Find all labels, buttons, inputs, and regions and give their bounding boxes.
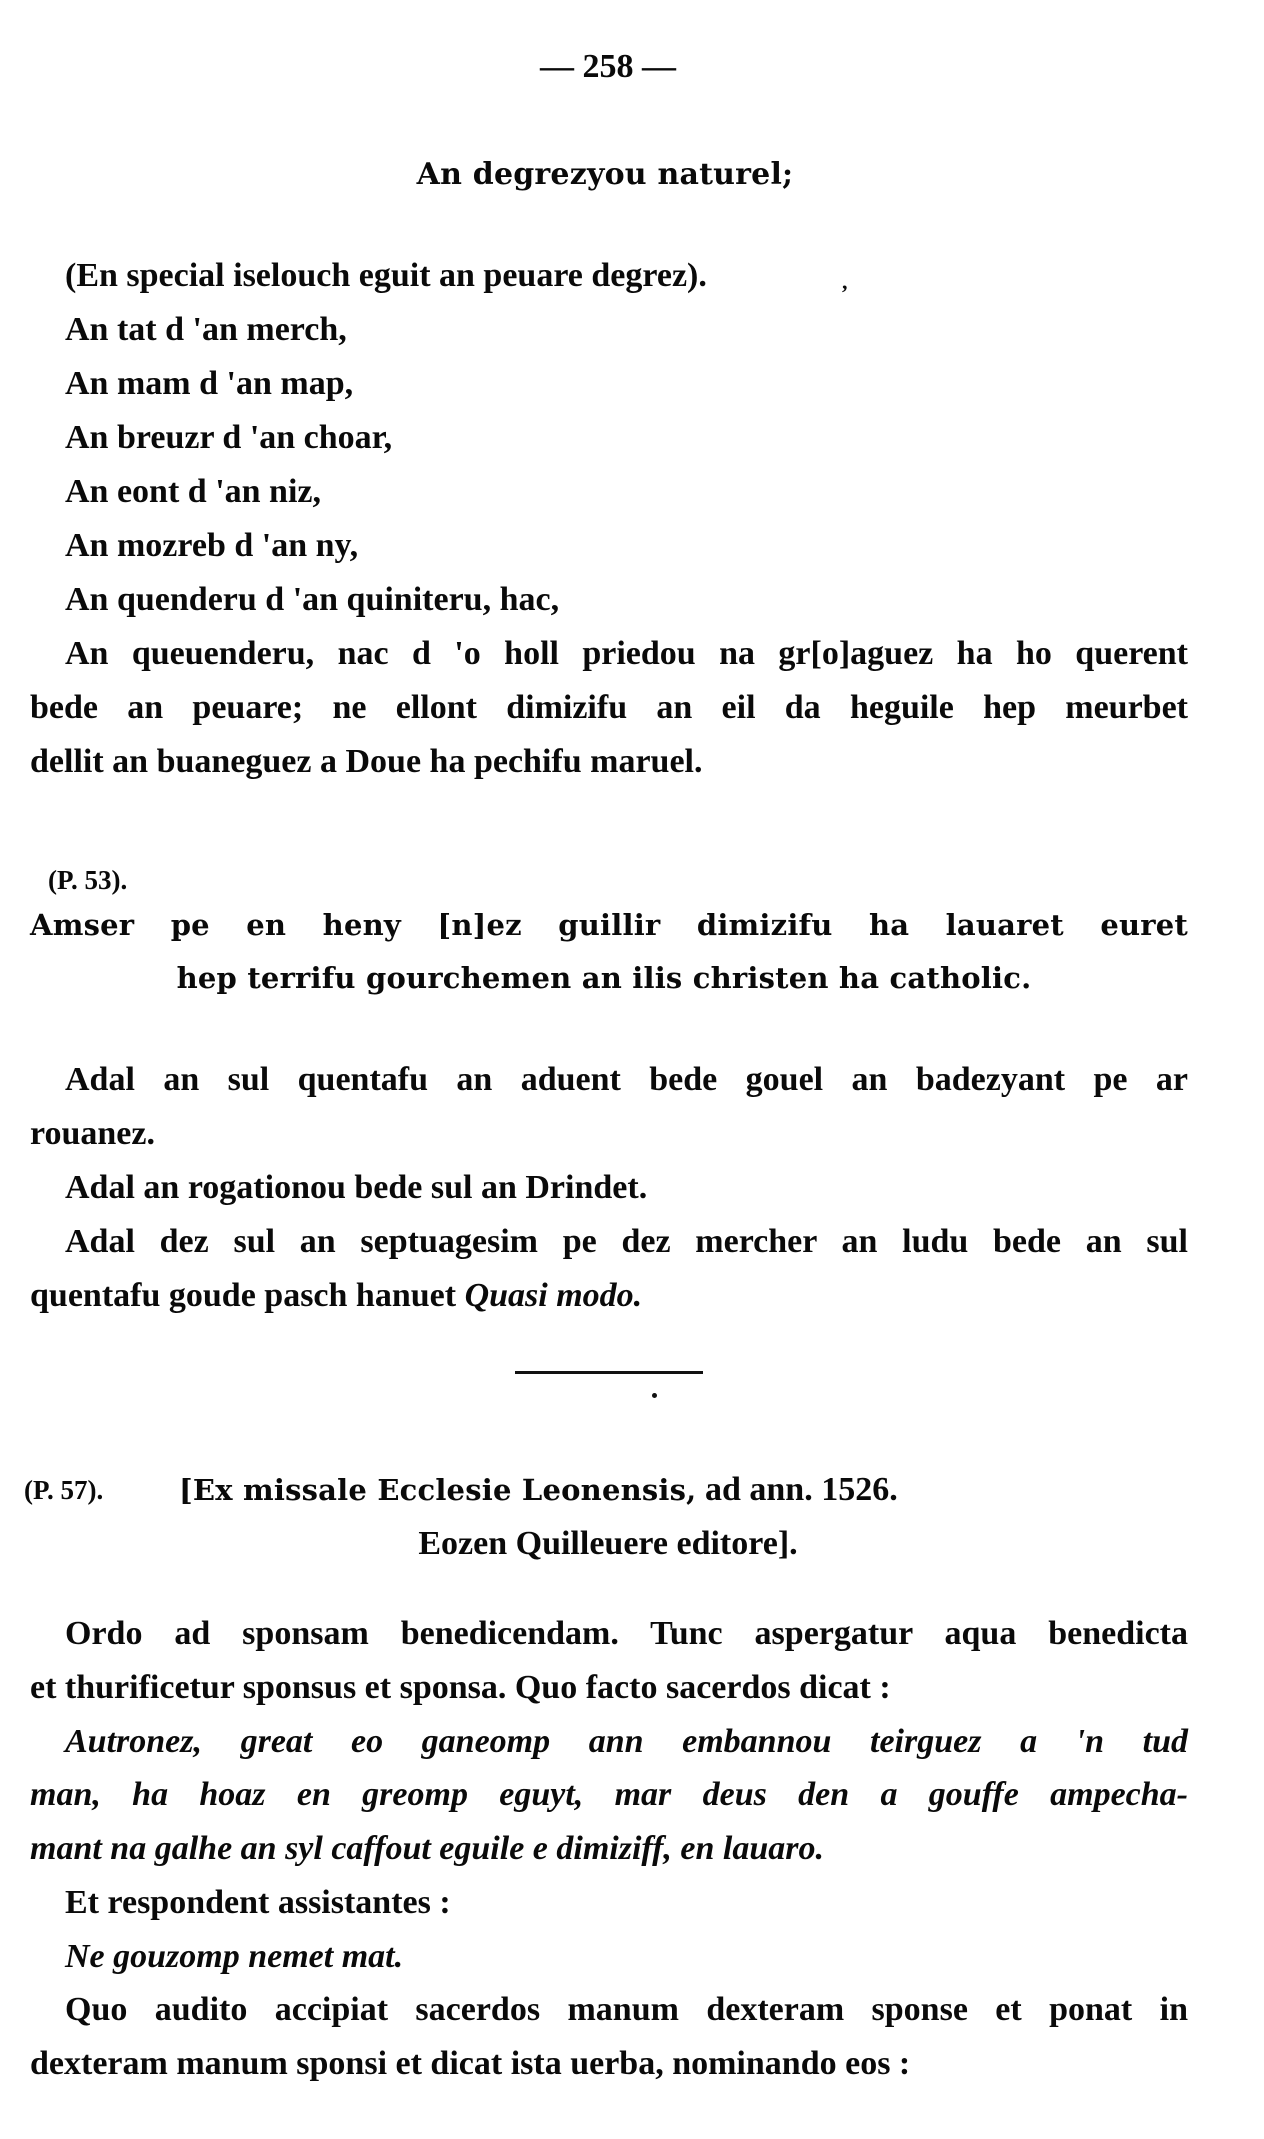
line-text: Ordo ad sponsam benedicendam. Tunc aspergatur aqua benedicta xyxy=(65,1615,1188,1652)
text-line xyxy=(65,249,1188,303)
text-line xyxy=(65,1607,1188,1661)
text-line xyxy=(65,1053,1188,1107)
section-divider xyxy=(515,1371,703,1374)
source-editor: Eozen Quilleuere editore]. xyxy=(418,1525,798,1562)
text-line xyxy=(65,627,1188,681)
text-line xyxy=(65,573,1188,627)
text-line xyxy=(65,411,1188,465)
source-citation xyxy=(179,1463,898,1517)
line-text: et thurificetur sponsus et sponsa. Quo facto sacerdos dicat : xyxy=(30,1668,891,1706)
text-line xyxy=(30,1768,1188,1822)
line-italic-text: Ne gouzomp nemet mat. xyxy=(65,1937,404,1975)
section-heading-degrezyou: An degrezyou naturel; xyxy=(416,157,794,192)
page-reference-57: (P. 57). xyxy=(24,1475,104,1505)
text-line xyxy=(30,735,1188,789)
line-italic-text: Quasi modo. xyxy=(464,1277,643,1314)
line-text: Adal an sul quentafu an aduent bede gouel an badezyant pe ar xyxy=(65,1061,1188,1098)
line-text: An eont d 'an niz, xyxy=(65,473,321,510)
line-italic-text: Autronez, great eo ganeomp ann embannou teirguez a 'n tud xyxy=(65,1722,1188,1760)
divider-dot xyxy=(652,1393,657,1398)
line-text: (En special iselouch eguit an peuare degrez). xyxy=(65,257,707,294)
line-text: bede an peuare; ne ellont dimizifu an eil da heguile hep meurbet xyxy=(30,689,1188,726)
line-text: Et respondent assistantes : xyxy=(65,1883,451,1921)
text-line xyxy=(65,1876,1188,1930)
line-text: An mozreb d 'an ny, xyxy=(65,527,359,564)
line-text: An quenderu d 'an quiniteru, hac, xyxy=(65,581,560,618)
text-line xyxy=(30,1269,1188,1323)
line-text: An breuzr d 'an choar, xyxy=(65,419,393,456)
text-line xyxy=(65,1930,1188,1984)
line-text: dexteram manum sponsi et dicat ista uerba, nominando eos : xyxy=(30,2045,911,2082)
line-text: An queuenderu, nac d 'o holl priedou na gr[o]aguez ha ho querent xyxy=(65,635,1188,672)
line-italic-text: man, ha hoaz en greomp eguyt, mar deus den a gouffe ampecha- xyxy=(30,1776,1188,1814)
text-line xyxy=(30,2037,1188,2091)
line-text: Adal an rogationou bede sul an Drindet. xyxy=(65,1169,648,1206)
text-line xyxy=(65,1983,1188,2037)
text-line xyxy=(65,357,1188,411)
text-line xyxy=(30,1822,1188,1876)
section-heading-amser-line-1: Amser pe en heny [n]ez guillir dimizifu ha lauaret euret xyxy=(30,908,1188,942)
section-heading-amser-line-2: hep terrifu gourchemen an ilis christen ha catholic. xyxy=(176,961,1032,995)
text-line xyxy=(65,1215,1188,1269)
line-text: rouanez. xyxy=(30,1115,155,1152)
line-text: An tat d 'an merch, xyxy=(65,311,347,348)
line-text: An mam d 'an map, xyxy=(65,365,354,402)
line-text: dellit an buaneguez a Doue ha pechifu maruel. xyxy=(30,743,703,780)
text-line xyxy=(65,465,1188,519)
text-line xyxy=(65,1715,1188,1769)
text-line xyxy=(30,681,1188,735)
text-line xyxy=(30,1661,1188,1715)
source-title: [Ex missale Ecclesie Leonensis, xyxy=(179,1473,697,1507)
line-text: Adal dez sul an septuagesim pe dez mercher an ludu bede an sul xyxy=(65,1223,1188,1260)
page-reference-53: (P. 53). xyxy=(48,865,128,895)
text-line xyxy=(30,1107,1188,1161)
text-line xyxy=(65,303,1188,357)
text-line xyxy=(65,519,1188,573)
page-number: — 258 — xyxy=(540,48,676,85)
line-text: Quo audito accipiat sacerdos manum dexteram sponse et ponat in xyxy=(65,1991,1188,2029)
source-year: ad ann. 1526. xyxy=(696,1471,898,1508)
line-italic-text: mant na galhe an syl caffout eguile e dimiziff, en lauaro. xyxy=(30,1830,825,1867)
text-line xyxy=(65,1161,1188,1215)
line-text: quentafu goude pasch hanuet xyxy=(30,1277,465,1314)
stray-mark: , xyxy=(842,269,848,294)
